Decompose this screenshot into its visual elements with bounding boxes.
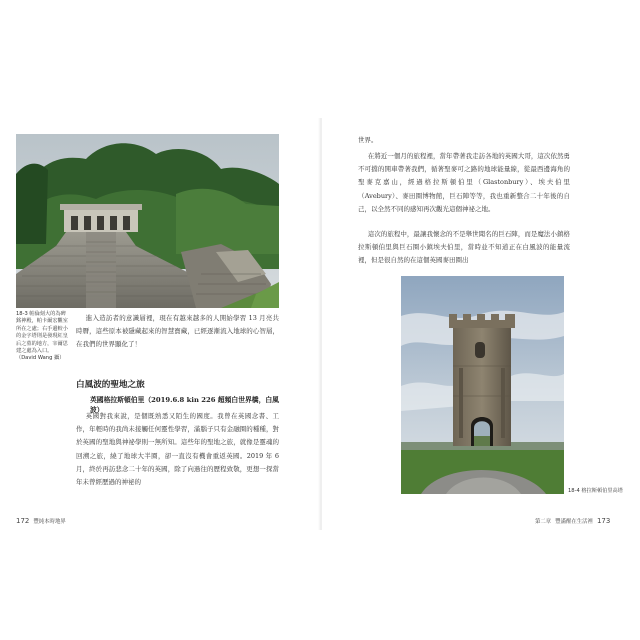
tower-photo-caption: 18-4 格拉斯頓伯里高塔 [568, 488, 623, 494]
temple-photo-caption: 18-3 帕倫刻大的為碑銘神殿，帕卡爾宏觀室所在之處；右手邊較小的金字塔則是發現紅皇后之墓的地方，宰爾思建之處為入口。（David Wang 攝） [16, 311, 68, 362]
left-footer-book-title: 豐純本時地界 [33, 519, 66, 525]
left-page-number: 172 [16, 517, 30, 525]
right-page-number: 173 [596, 517, 611, 525]
section-subtitle: 英國格拉斯頓伯里（2019.6.8 kin 226 超頻白世界橋，白風波） [90, 396, 279, 414]
right-page-footer [535, 517, 610, 525]
tower-photo [401, 276, 564, 494]
right-footer-title: 豐滿醒在生活裡 [555, 519, 593, 525]
left-intro-paragraph: 進入造訪者的意識層裡，現在有越來越多的人開始學習 13 月亮共時曆，這些原本被隱藏起來的智慧寶藏，已經逐漸流入地球的心智層，在我們的世界顯化了！ [76, 314, 279, 349]
right-paragraph-2: 這次的旅程中，最讓我懷念的不是舉世聞名的巨石陣，而是魔法小鎮格拉斯頓伯里與巨石圈小鎮埃夫伯里，當時並不知道正在白風波的能量流裡，但是很自然的在這個英國麥田圈出 [358, 230, 570, 265]
right-footer-chapter: 第二章 [535, 519, 552, 525]
right-opening-line: 世界。 [358, 136, 378, 144]
left-body-paragraph: 英國對我來說，是個既熟悉又陌生的國度。我曾在英國念書、工作，年輕時的我尚未接觸任何靈性學習，滿腦子只有金融圈的種種，對於英國的聖地與神祕學則一無所知。這些年的聖地之旅，就像是靈魂的回溯之旅，繞了地球大半圈，卻一直沒有機會重返英國。2019 年 6 月，終於再訪悲念二十年的英國，除了向過往的歷程致敬，更想一探當年未曾經歷過的神祕的 [76, 412, 279, 487]
left-page-footer [16, 517, 66, 525]
section-title: 白風波的聖地之旅 [76, 380, 145, 390]
right-paragraph-1: 在將近一個月的旅程裡，當年帶著我走訪各地的英國大哥，這次依然勇不可擋的開車帶著我們，循著聖麥可之路的地球能量線，從最西邊海角的聖麥克嘉山，經過格拉斯頓伯里（Glastonbury）、埃夫伯里（Avebury）、麥田圈博物館，巨石陣等等，我也重新整合二十年後的自己，以全然不同的感知再次觀光這個神祕之地。 [358, 152, 570, 213]
temple-photo [16, 134, 279, 308]
